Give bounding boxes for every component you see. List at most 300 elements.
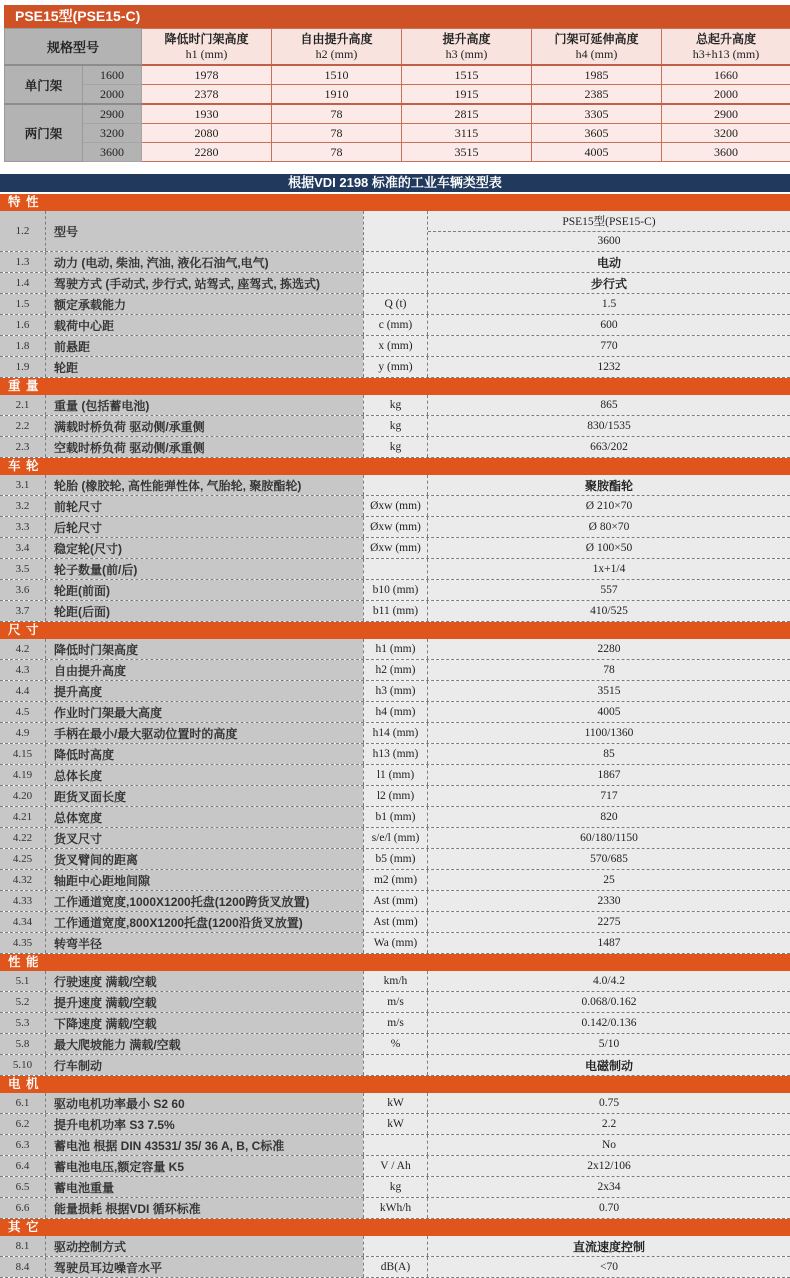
spec-row	[5, 124, 790, 143]
spec-row	[5, 143, 790, 162]
row-number: 4.15	[0, 744, 45, 764]
row-value-text: 78	[603, 664, 615, 676]
row-number: 4.9	[0, 723, 45, 743]
characteristic-row	[0, 786, 790, 807]
row-label: 蓄电池电压,额定容量 K5	[45, 1156, 363, 1176]
row-value-text: 820	[600, 811, 617, 823]
characteristic-row	[0, 828, 790, 849]
model-spec-table-section	[4, 5, 790, 162]
row-number: 8.1	[0, 1236, 45, 1256]
row-value	[428, 1055, 790, 1075]
row-number: 1.6	[0, 315, 45, 335]
row-label: 轮子数量(前/后)	[45, 559, 363, 579]
row-unit: Øxw (mm)	[363, 496, 428, 516]
row-number: 2.3	[0, 437, 45, 457]
row-number: 5.3	[0, 1013, 45, 1033]
row-value-text: 1487	[598, 937, 621, 949]
row-value-text: 2x34	[598, 1181, 621, 1193]
spec-value-cell: 4005	[532, 143, 662, 162]
spec-value-cell: 3200	[662, 124, 790, 143]
characteristic-row	[0, 475, 790, 496]
row-value-text: 1867	[598, 769, 621, 781]
row-number: 6.6	[0, 1198, 45, 1218]
spec-value-cell: 1930	[142, 104, 272, 124]
row-value	[428, 559, 790, 579]
row-number: 1.3	[0, 252, 45, 272]
spec-value-cell: 3115	[402, 124, 532, 143]
row-value-text: 直流速度控制	[573, 1238, 645, 1255]
row-value-text: 步行式	[591, 275, 627, 292]
model-height-cell: 3200	[83, 124, 142, 143]
row-label: 行车制动	[45, 1055, 363, 1075]
spec-value-cell: 2280	[142, 143, 272, 162]
row-value-text: 60/180/1150	[580, 832, 638, 844]
characteristic-row	[0, 538, 790, 559]
row-label: 总体长度	[45, 765, 363, 785]
characteristic-row	[0, 416, 790, 437]
row-unit: kg	[363, 416, 428, 436]
row-value-text: 717	[600, 790, 617, 802]
spec-col-header-h2	[272, 29, 402, 66]
row-unit: b10 (mm)	[363, 580, 428, 600]
row-number: 1.8	[0, 336, 45, 356]
row-value	[428, 1114, 790, 1134]
row-value	[428, 416, 790, 436]
row-value-text: 1.5	[602, 298, 616, 310]
characteristic-row	[0, 580, 790, 601]
characteristic-row	[0, 315, 790, 336]
row-number: 4.20	[0, 786, 45, 806]
section-header: 尺 寸	[0, 622, 790, 639]
row-unit: m2 (mm)	[363, 870, 428, 890]
row-label: 蓄电池 根据 DIN 43531/ 35/ 36 A, B, C标准	[45, 1135, 363, 1155]
row-number: 6.4	[0, 1156, 45, 1176]
row-value-text: 85	[603, 748, 615, 760]
row-label: 总体宽度	[45, 807, 363, 827]
row-label: 距货叉面长度	[45, 786, 363, 806]
characteristic-row	[0, 1093, 790, 1114]
spec-col-unit: h2 (mm)	[272, 47, 401, 61]
spec-value-cell: 3600	[662, 143, 790, 162]
row-label: 载荷中心距	[45, 315, 363, 335]
row-number: 4.4	[0, 681, 45, 701]
row-value	[428, 912, 790, 932]
characteristic-row	[0, 1198, 790, 1219]
row-label: 轮胎 (橡胶轮, 高性能弹性体, 气胎轮, 聚胺酯轮)	[45, 475, 363, 495]
row-value	[428, 971, 790, 991]
spec-col-header-h4	[532, 29, 662, 66]
row-unit: h14 (mm)	[363, 723, 428, 743]
spec-corner-header: 规格型号	[5, 29, 142, 66]
row-number: 1.9	[0, 357, 45, 377]
row-unit: Øxw (mm)	[363, 538, 428, 558]
row-unit	[363, 1135, 428, 1155]
characteristic-row	[0, 702, 790, 723]
characteristic-row	[0, 496, 790, 517]
spec-col-title: 降低时门架高度	[142, 32, 271, 47]
row-label: 后轮尺寸	[45, 517, 363, 537]
characteristic-row	[0, 559, 790, 580]
row-label: 提升高度	[45, 681, 363, 701]
row-value-text: 电磁制动	[585, 1057, 633, 1074]
row-unit: %	[363, 1034, 428, 1054]
row-label: 型号	[45, 211, 363, 251]
spec-value-cell: 2000	[662, 85, 790, 105]
spec-table-body	[5, 65, 790, 162]
row-unit	[363, 273, 428, 293]
row-number: 4.25	[0, 849, 45, 869]
row-value	[428, 744, 790, 764]
row-unit: kW	[363, 1093, 428, 1113]
spec-row	[5, 104, 790, 124]
main-table-sections	[0, 194, 790, 1278]
row-number: 3.3	[0, 517, 45, 537]
characteristic-row	[0, 357, 790, 378]
row-label: 能量损耗 根据VDI 循环标准	[45, 1198, 363, 1218]
row-unit: Wa (mm)	[363, 933, 428, 953]
row-value	[428, 1198, 790, 1218]
spec-value-cell: 1515	[402, 65, 532, 85]
row-value-text: 2.2	[602, 1118, 616, 1130]
section-header: 电 机	[0, 1076, 790, 1093]
row-label: 降低时门架高度	[45, 639, 363, 659]
row-value-text: 3515	[598, 685, 621, 697]
row-value	[428, 807, 790, 827]
row-value-text: 电动	[597, 254, 621, 271]
row-unit: b1 (mm)	[363, 807, 428, 827]
characteristic-row	[0, 252, 790, 273]
row-value-text: 2330	[598, 895, 621, 907]
mast-type-label: 两门架	[5, 104, 83, 162]
characteristic-row	[0, 891, 790, 912]
row-label: 转弯半径	[45, 933, 363, 953]
characteristic-row	[0, 639, 790, 660]
row-value-text: 4.0/4.2	[593, 975, 625, 987]
row-number: 3.1	[0, 475, 45, 495]
row-value-text: 830/1535	[587, 420, 630, 432]
row-unit: l2 (mm)	[363, 786, 428, 806]
row-label: 轮距(前面)	[45, 580, 363, 600]
characteristic-row	[0, 601, 790, 622]
row-value	[428, 639, 790, 659]
row-number: 4.32	[0, 870, 45, 890]
row-number: 5.2	[0, 992, 45, 1012]
row-value	[428, 580, 790, 600]
row-number: 4.2	[0, 639, 45, 659]
spec-value-cell: 78	[272, 104, 402, 124]
spec-col-title: 门架可延伸高度	[532, 32, 661, 47]
row-value	[428, 702, 790, 722]
row-number: 4.21	[0, 807, 45, 827]
row-unit	[363, 252, 428, 272]
row-label: 下降速度 满载/空载	[45, 1013, 363, 1033]
spec-value-cell: 1915	[402, 85, 532, 105]
row-value	[428, 1257, 790, 1277]
row-unit	[363, 1236, 428, 1256]
row-value	[428, 828, 790, 848]
row-value	[428, 765, 790, 785]
characteristic-row	[0, 1257, 790, 1278]
row-number: 3.7	[0, 601, 45, 621]
row-value	[428, 1093, 790, 1113]
row-unit: h2 (mm)	[363, 660, 428, 680]
row-label: 稳定轮(尺寸)	[45, 538, 363, 558]
row-value-text: 4005	[598, 706, 621, 718]
row-value	[428, 1034, 790, 1054]
section-header: 重 量	[0, 378, 790, 395]
row-value	[428, 294, 790, 314]
row-value-text: 5/10	[599, 1038, 619, 1050]
row-label: 工作通道宽度,800X1200托盘(1200沿货叉放置)	[45, 912, 363, 932]
row-label: 前悬距	[45, 336, 363, 356]
vdi-table-title: 根据VDI 2198 标准的工业车辆类型表	[0, 174, 790, 192]
characteristic-row	[0, 723, 790, 744]
row-number: 8.4	[0, 1257, 45, 1277]
row-value-text: 0.75	[599, 1097, 619, 1109]
row-value	[428, 336, 790, 356]
row-value	[428, 273, 790, 293]
row-value	[428, 870, 790, 890]
row-unit: s/e/l (mm)	[363, 828, 428, 848]
spec-value-cell: 3605	[532, 124, 662, 143]
spec-value-cell: 1978	[142, 65, 272, 85]
row-unit: Ast (mm)	[363, 891, 428, 911]
characteristic-row	[0, 1135, 790, 1156]
row-value	[428, 601, 790, 621]
characteristic-row	[0, 336, 790, 357]
spec-value-cell: 78	[272, 143, 402, 162]
row-value	[428, 496, 790, 516]
row-number: 4.5	[0, 702, 45, 722]
spec-col-title: 自由提升高度	[272, 32, 401, 47]
row-label: 前轮尺寸	[45, 496, 363, 516]
spec-value-cell: 2900	[662, 104, 790, 124]
row-value	[428, 211, 790, 251]
row-label: 降低时高度	[45, 744, 363, 764]
spec-col-header-h1	[142, 29, 272, 66]
mast-type-label: 单门架	[5, 65, 83, 104]
characteristic-row	[0, 437, 790, 458]
row-value	[428, 723, 790, 743]
characteristic-row	[0, 1236, 790, 1257]
characteristic-row	[0, 294, 790, 315]
row-value	[428, 891, 790, 911]
row-unit: dB(A)	[363, 1257, 428, 1277]
row-unit: x (mm)	[363, 336, 428, 356]
row-value	[428, 538, 790, 558]
row-value	[428, 252, 790, 272]
characteristic-row	[0, 395, 790, 416]
row-value	[428, 517, 790, 537]
row-value-text: Ø 100×50	[586, 542, 632, 554]
row-value-primary: PSE15型(PSE15-C)	[428, 211, 790, 232]
row-unit: km/h	[363, 971, 428, 991]
row-number: 5.8	[0, 1034, 45, 1054]
characteristic-row	[0, 1013, 790, 1034]
characteristic-row	[0, 273, 790, 294]
section-header: 车 轮	[0, 458, 790, 475]
row-value	[428, 786, 790, 806]
row-unit	[363, 475, 428, 495]
row-label: 轮距(后面)	[45, 601, 363, 621]
row-label: 工作通道宽度,1000X1200托盘(1200跨货叉放置)	[45, 891, 363, 911]
row-number: 5.10	[0, 1055, 45, 1075]
characteristic-row	[0, 1177, 790, 1198]
row-value-text: 0.70	[599, 1202, 619, 1214]
spec-col-title: 提升高度	[402, 32, 531, 47]
spec-col-unit: h1 (mm)	[142, 47, 271, 61]
row-number: 2.2	[0, 416, 45, 436]
row-unit: b11 (mm)	[363, 601, 428, 621]
row-value	[428, 1013, 790, 1033]
row-unit: h4 (mm)	[363, 702, 428, 722]
characteristic-row	[0, 660, 790, 681]
model-height-cell: 1600	[83, 65, 142, 85]
row-number: 6.2	[0, 1114, 45, 1134]
characteristic-row	[0, 1156, 790, 1177]
row-label: 驾驶方式 (手动式, 步行式, 站驾式, 座驾式, 拣选式)	[45, 273, 363, 293]
row-value-text: 600	[600, 319, 617, 331]
row-value-text: 663/202	[590, 441, 628, 453]
row-value	[428, 315, 790, 335]
row-unit: kg	[363, 437, 428, 457]
row-number: 4.22	[0, 828, 45, 848]
spec-value-cell: 1660	[662, 65, 790, 85]
row-label: 货叉臂间的距离	[45, 849, 363, 869]
characteristic-row	[0, 1034, 790, 1055]
spec-value-cell: 2080	[142, 124, 272, 143]
characteristic-row	[0, 211, 790, 252]
row-value	[428, 357, 790, 377]
row-unit: y (mm)	[363, 357, 428, 377]
row-value-text: No	[602, 1139, 616, 1151]
row-value	[428, 933, 790, 953]
row-number: 3.6	[0, 580, 45, 600]
characteristic-row	[0, 1055, 790, 1076]
row-unit	[363, 1055, 428, 1075]
row-number: 3.2	[0, 496, 45, 516]
row-unit: Øxw (mm)	[363, 517, 428, 537]
row-value-text: 0.142/0.136	[582, 1017, 637, 1029]
row-value-text: 25	[603, 874, 615, 886]
row-unit: l1 (mm)	[363, 765, 428, 785]
spec-col-header-h3h13	[662, 29, 790, 66]
model-height-cell: 3600	[83, 143, 142, 162]
row-label: 驱动控制方式	[45, 1236, 363, 1256]
row-number: 4.33	[0, 891, 45, 911]
characteristic-row	[0, 971, 790, 992]
row-label: 空载时桥负荷 驱动侧/承重侧	[45, 437, 363, 457]
row-unit	[363, 559, 428, 579]
row-label: 驱动电机功率最小 S2 60	[45, 1093, 363, 1113]
row-label: 满载时桥负荷 驱动侧/承重侧	[45, 416, 363, 436]
row-value-text: 410/525	[590, 605, 628, 617]
row-value-text: 2280	[598, 643, 621, 655]
row-value-text: 2x12/106	[587, 1160, 630, 1172]
row-label: 货叉尺寸	[45, 828, 363, 848]
spec-col-unit: h3 (mm)	[402, 47, 531, 61]
characteristic-row	[0, 912, 790, 933]
row-value-text: 1x+1/4	[593, 563, 626, 575]
model-height-cell: 2000	[83, 85, 142, 105]
row-unit: Q (t)	[363, 294, 428, 314]
row-number: 4.3	[0, 660, 45, 680]
characteristic-row	[0, 849, 790, 870]
section-header: 性 能	[0, 954, 790, 971]
row-value	[428, 475, 790, 495]
row-label: 提升速度 满载/空载	[45, 992, 363, 1012]
row-number: 3.5	[0, 559, 45, 579]
row-value	[428, 437, 790, 457]
characteristic-row	[0, 807, 790, 828]
spec-table	[4, 28, 790, 162]
row-label: 额定承载能力	[45, 294, 363, 314]
row-label: 最大爬坡能力 满载/空载	[45, 1034, 363, 1054]
row-value	[428, 849, 790, 869]
row-unit: h3 (mm)	[363, 681, 428, 701]
row-unit: c (mm)	[363, 315, 428, 335]
spec-value-cell: 1985	[532, 65, 662, 85]
row-value-text: 557	[600, 584, 617, 596]
row-number: 1.4	[0, 273, 45, 293]
section-header: 特 性	[0, 194, 790, 211]
row-value-text: 1100/1360	[585, 727, 634, 739]
row-value	[428, 992, 790, 1012]
spec-col-unit: h4 (mm)	[532, 47, 661, 61]
row-number: 5.1	[0, 971, 45, 991]
spec-row	[5, 65, 790, 85]
row-value-text: 770	[600, 340, 617, 352]
row-value-text: 聚胺酯轮	[585, 477, 633, 494]
characteristic-row	[0, 992, 790, 1013]
row-value-text: Ø 210×70	[586, 500, 632, 512]
section-header: 其 它	[0, 1219, 790, 1236]
spec-col-header-h3	[402, 29, 532, 66]
row-label: 轮距	[45, 357, 363, 377]
row-unit: kW	[363, 1114, 428, 1134]
characteristic-row	[0, 933, 790, 954]
row-value	[428, 660, 790, 680]
row-label: 手柄在最小/最大驱动位置时的高度	[45, 723, 363, 743]
row-number: 4.19	[0, 765, 45, 785]
row-unit: b5 (mm)	[363, 849, 428, 869]
row-value	[428, 681, 790, 701]
row-unit: h13 (mm)	[363, 744, 428, 764]
row-number: 1.2	[0, 211, 45, 251]
row-value-secondary: 3600	[428, 232, 790, 252]
characteristic-row	[0, 744, 790, 765]
row-value	[428, 1156, 790, 1176]
row-number: 4.35	[0, 933, 45, 953]
spec-value-cell: 2378	[142, 85, 272, 105]
row-value	[428, 1135, 790, 1155]
row-label: 驾驶员耳边噪音水平	[45, 1257, 363, 1277]
row-number: 4.34	[0, 912, 45, 932]
row-value-text: <70	[600, 1261, 618, 1273]
spec-value-cell: 1510	[272, 65, 402, 85]
row-unit: kg	[363, 1177, 428, 1197]
row-value-text: 2275	[598, 916, 621, 928]
row-number: 1.5	[0, 294, 45, 314]
row-unit: Ast (mm)	[363, 912, 428, 932]
row-unit	[363, 211, 428, 251]
row-label: 自由提升高度	[45, 660, 363, 680]
row-label: 重量 (包括蓄电池)	[45, 395, 363, 415]
row-unit: V / Ah	[363, 1156, 428, 1176]
row-value-text: 0.068/0.162	[582, 996, 637, 1008]
row-label: 作业时门架最大高度	[45, 702, 363, 722]
characteristic-row	[0, 681, 790, 702]
